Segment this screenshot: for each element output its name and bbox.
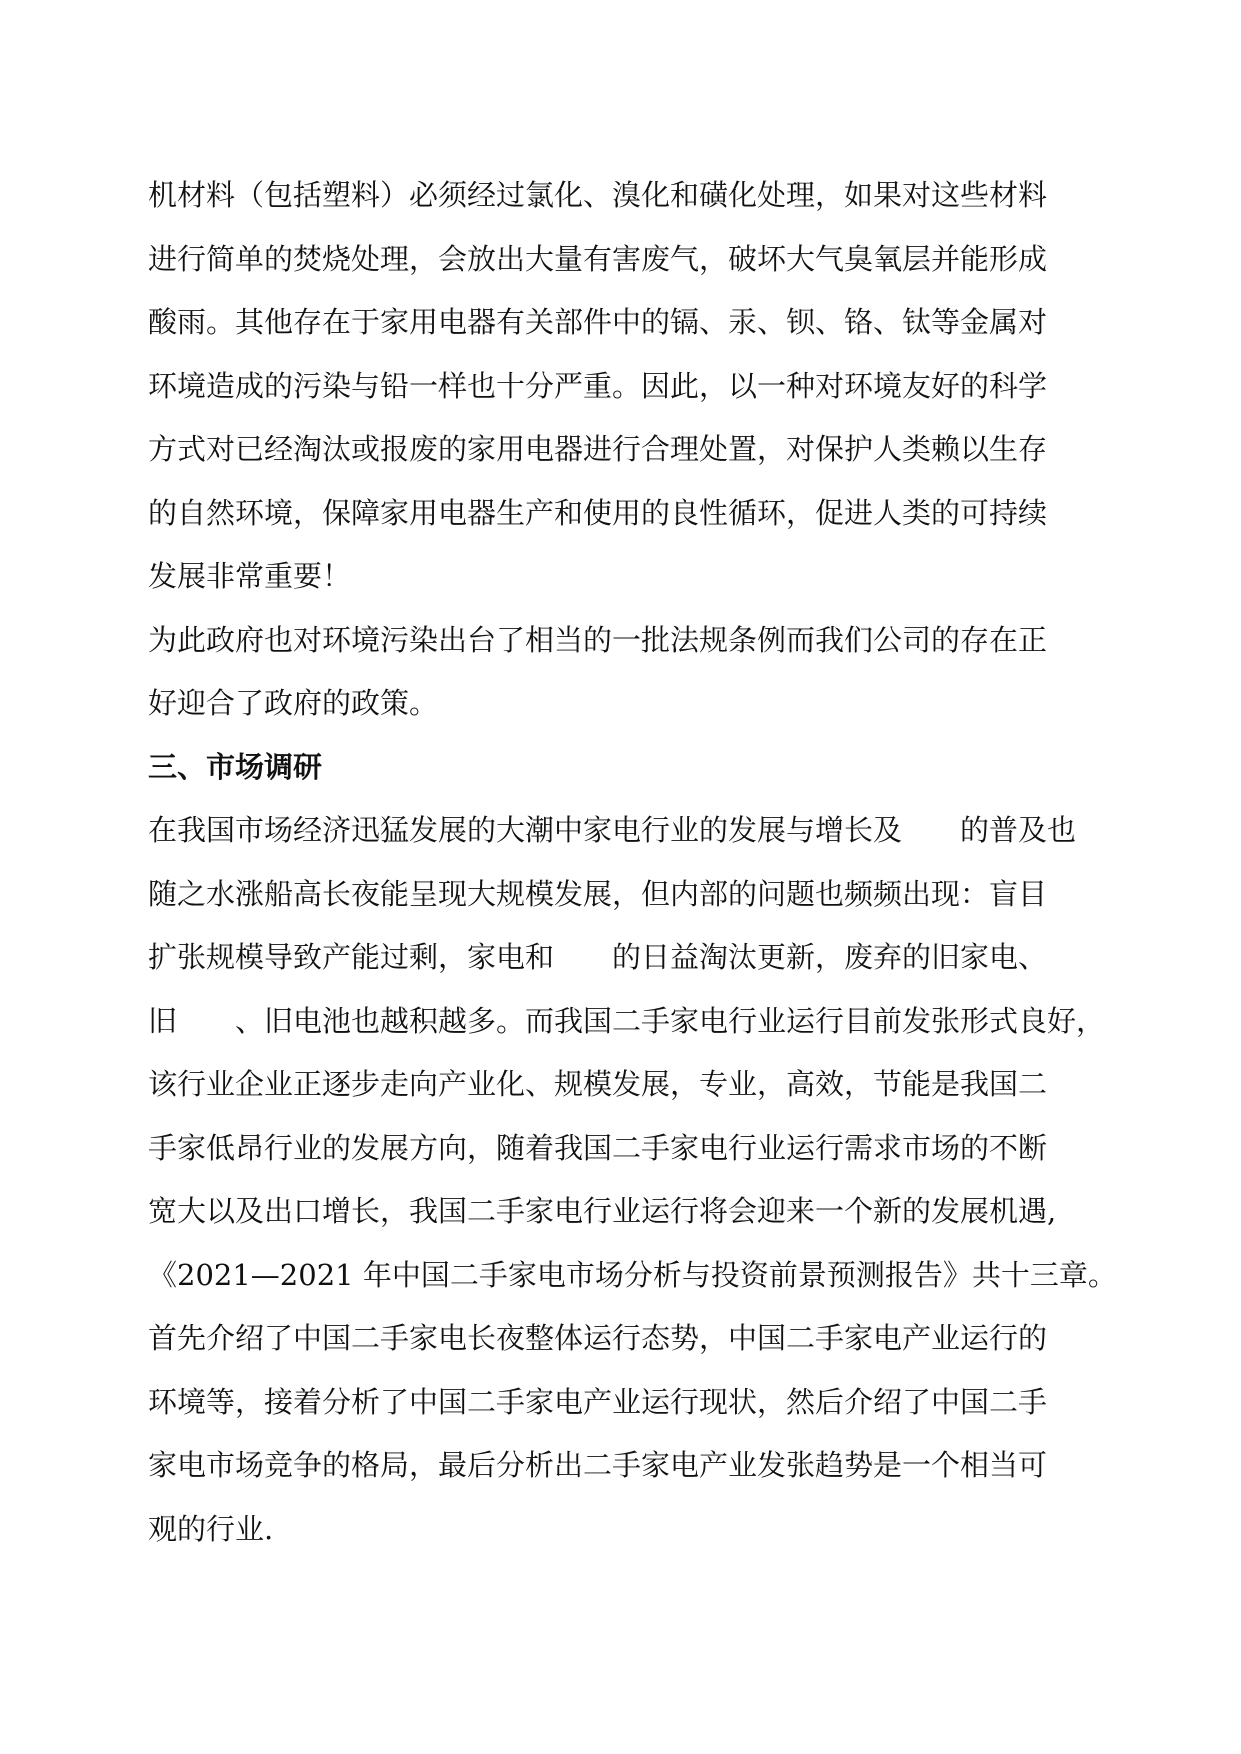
section-heading: 三、市场调研 bbox=[148, 749, 323, 784]
text-line: 旧 、旧电池也越积越多。而我国二手家电行业运行目前发张形式良好， bbox=[148, 1003, 1106, 1038]
text-line: 方式对已经淘汰或报废的家用电器进行合理处置，对保护人类赖以生存 bbox=[148, 432, 1048, 466]
document-body bbox=[148, 164, 1117, 1561]
text-line: 该行业企业正逐步走向产业化、规模发展，专业，高效，节能是我国二 bbox=[148, 1067, 1048, 1101]
text-line: 环境造成的污染与铅一样也十分严重。因此，以一种对环境友好的科学 bbox=[148, 368, 1048, 403]
text-line: 机材料（包括塑料）必须经过氯化、溴化和磺化处理，如果对这些材料 bbox=[148, 178, 1048, 212]
text-line: 酸雨。其他存在于家用电器有关部件中的镉、汞、钡、铬、钛等金属对 bbox=[148, 305, 1048, 339]
text-line: 观的行业. bbox=[148, 1511, 274, 1546]
text-line: 随之水涨船高长夜能呈现大规模发展，但内部的问题也频频出现：盲目 bbox=[148, 876, 1048, 911]
text-line: 在我国市场经济迅猛发展的大潮中家电行业的发展与增长及 的普及也 bbox=[148, 813, 1077, 847]
text-line: 环境等，接着分析了中国二手家电产业运行现状，然后介绍了中国二手 bbox=[148, 1384, 1048, 1419]
text-line: 宽大以及出口增长，我国二手家电行业运行将会迎来一个新的发展机遇, bbox=[148, 1194, 1057, 1228]
text-line: 扩张规模导致产能过剩，家电和 的日益淘汰更新，废弃的旧家电、 bbox=[148, 940, 1048, 974]
text-line: 手家低昂行业的发展方向，随着我国二手家电行业运行需求市场的不断 bbox=[148, 1130, 1048, 1165]
paragraph-market-research bbox=[148, 799, 1117, 1561]
text-line: 首先介绍了中国二手家电长夜整体运行态势，中国二手家电产业运行的 bbox=[148, 1321, 1048, 1355]
text-line: 为此政府也对环境污染出台了相当的一批法规条例而我们公司的存在正 bbox=[148, 622, 1048, 657]
text-line: 家电市场竞争的格局，最后分析出二手家电产业发张趋势是一个相当可 bbox=[148, 1448, 1048, 1482]
text-line: 发展非常重要！ bbox=[148, 559, 352, 593]
text-line: 《2021—2021 年中国二手家电市场分析与投资前景预测报告》共十三章。 bbox=[148, 1257, 1117, 1292]
text-line: 的自然环境，保障家用电器生产和使用的良性循环，促进人类的可持续 bbox=[148, 495, 1048, 530]
text-line: 进行简单的焚烧处理，会放出大量有害废气，破坏大气臭氧层并能形成 bbox=[148, 241, 1048, 276]
paragraph-environmental-impact bbox=[148, 164, 1108, 609]
text-line: 好迎合了政府的政策。 bbox=[148, 686, 439, 720]
paragraph-government-policy bbox=[148, 609, 1108, 736]
